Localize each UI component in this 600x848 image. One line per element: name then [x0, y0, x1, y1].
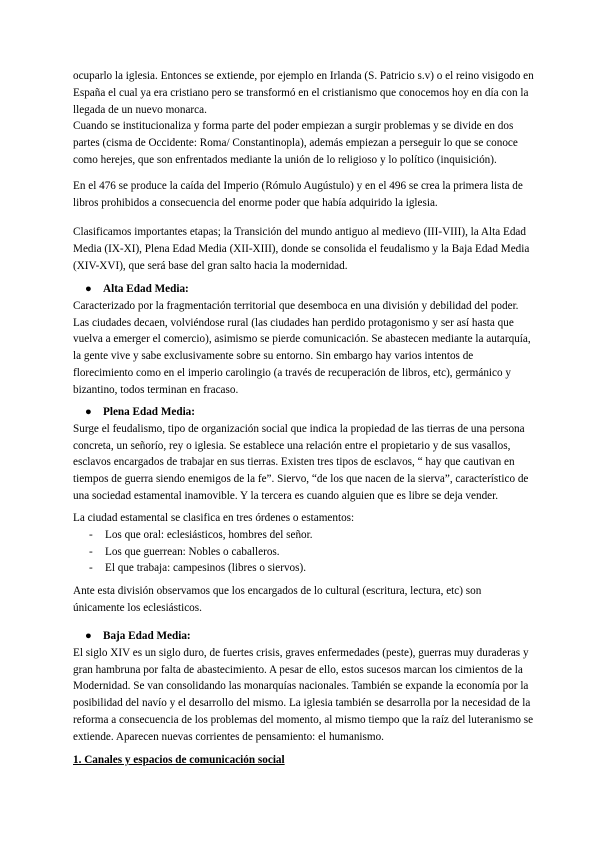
dash-icon: - [89, 562, 93, 575]
dash-icon: - [89, 545, 93, 558]
list-item: - El que trabaja: campesinos (libres o siervos). [73, 560, 535, 577]
dash-icon: - [89, 528, 93, 541]
plena-section [73, 404, 535, 505]
list-item: - Los que guerrean: Nobles o caballeros. [73, 544, 535, 561]
paragraph: Clasificamos importantes etapas; la Transición del mundo antiguo al medievo (III-VIII), la Alta Edad Media (IX-XI), Plena Edad Media (XII-XIII), donde se consolida el feudalismo y la Baja Edad Media (XIV-XVI), que será base del gran salto hacia la modernidad. [73, 226, 530, 272]
section-heading [73, 752, 535, 769]
conclusion-paragraph [73, 583, 535, 617]
paragraph: Cuando se institucionaliza y forma parte del poder empiezan a surgir problemas y se divide en dos partes (cisma de Occidente: Roma/ Constantinopla), además empiezan a perseguir lo que se conoce como herejes, que son enfrentados mediante la unión de lo religioso y lo político (inquisición). [73, 120, 518, 166]
bullet-icon: ● [85, 406, 92, 418]
paragraph: En el 476 se produce la caída del Imperio (Rómulo Augústulo) y en el 496 se crea la primera lista de libros prohibidos a consecuencia del enorme poder que había adquirido la iglesia. [73, 180, 523, 209]
plena-heading: ● Plena Edad Media: [73, 404, 535, 421]
alta-heading: ● Alta Edad Media: [73, 281, 535, 298]
baja-section [73, 628, 535, 746]
paragraph: ocuparlo la iglesia. Entonces se extiende, por ejemplo en Irlanda (S. Patricio s.v) o el reino visigodo en España el cual ya era cristiano pero se transformó en el cristianismo que conocemos hoy en día con la llegada de un nuevo monarca. [73, 70, 534, 116]
bullet-icon: ● [85, 630, 92, 642]
section-title: 1. Canales y espacios de comunicación social [73, 754, 285, 766]
stages-paragraph [73, 224, 535, 274]
paragraph: El siglo XIV es un siglo duro, de fuertes crisis, graves enfermedades (peste), guerras muy duraderas y gran hambruna por falta de abastecimiento. A pesar de ello, estos sucesos marcan los cimientos de la Modernidad. Se van consolidando las monarquías nacionales. También se expande la economía por la posibilidad del navío y el desarrollo del mismo. La iglesia también se desarrolla por la necesidad de la reforma a consecuencia de los problemas del momento, al mismo tiempo que la raíz del luteranismo se extiende. Aparecen nuevas corrientes de pensamiento: el humanismo. [73, 646, 534, 743]
alta-section [73, 281, 535, 399]
paragraph: Ante esta división observamos que los encargados de lo cultural (escritura, lectura, etc) son únicamente los eclesiásticos. [73, 585, 482, 614]
history-paragraph [73, 178, 535, 212]
list-item: - Los que oral: eclesiásticos, hombres del señor. [73, 527, 535, 544]
estamentos-list [73, 527, 535, 577]
intro-block [73, 68, 535, 169]
paragraph: Surge el feudalismo, tipo de organización social que indica la propiedad de las tierras de una persona concreta, un señorío, rey o iglesia. Se establece una relación entre el propietario y de sus vasallos, esclavos encargados de trabajar en sus tierras. Existen tres tipos de esclavos, “ hay que cautivan en tiempos de guerra siendo enemigos de la fe”. Siervo, “de los que nacen de la sierva”, característico de una sociedad estamental inamovible. Y la tercera es cuando alguien que es libre se deja vender. [73, 422, 529, 502]
paragraph: La ciudad estamental se clasifica en tres órdenes o estamentos: [73, 512, 355, 524]
paragraph: Caracterizado por la fragmentación territorial que desemboca en una división y debilidad del poder. Las ciudades decaen, volviéndose rural (las ciudades han perdido protagonismo y ser así hasta que vuelva a emerger el comercio), asimismo se pierde comunicación. Se abastecen mediante la autarquía, la gente vive y sabe exclusivamente sobre su entorno. Sin embargo hay varios intentos de florecimiento como en el imperio carolingio (a través de recuperación de libros, etc), germánico y bizantino, todos terminan en fracaso. [73, 299, 531, 396]
baja-heading: ● Baja Edad Media: [73, 628, 535, 645]
estamentos-block [73, 510, 535, 577]
bullet-icon: ● [85, 283, 92, 295]
